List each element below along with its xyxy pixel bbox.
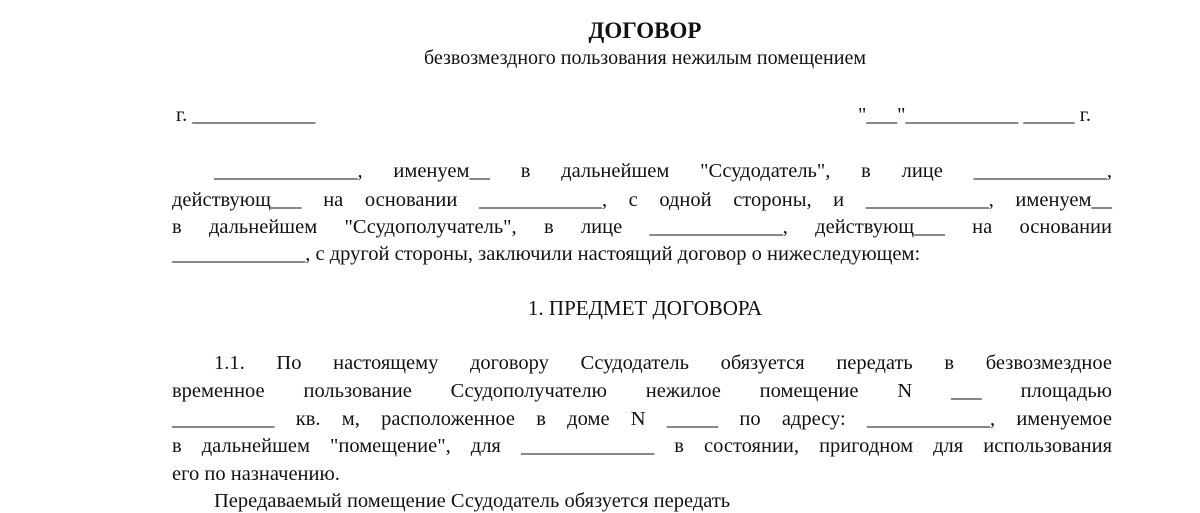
document-title: ДОГОВОР <box>588 18 702 43</box>
section-heading: 1. ПРЕДМЕТ ДОГОВОРА <box>527 296 763 320</box>
clause-line: в дальнейшем "помещение", для _____________ в состоянии, пригодном для использования <box>172 435 1112 457</box>
preamble-line: ______________, именуем__ в дальнейшем "Ссудодатель", в лице _____________, <box>214 160 1112 182</box>
date-field: "___"___________ _____ г. <box>858 104 1091 126</box>
cut-off-line: Передаваемый помещение Ссудодатель обязуется передать <box>214 490 731 512</box>
clause-line: его по назначению. <box>172 463 340 485</box>
preamble-line: _____________, с другой стороны, заключили настоящий договор о нижеследующем: <box>172 243 921 265</box>
preamble-line: в дальнейшем "Ссудополучатель", в лице _____________, действующ___ на основании <box>172 216 1112 238</box>
clause-line: __________ кв. м, расположенное в доме N _____ по адресу: ____________, именуемое <box>172 408 1112 430</box>
document-subtitle: безвозмездного пользования нежилым помещением <box>424 47 866 69</box>
preamble-line: действующ___ на основании ____________, с одной стороны, и ____________, именуем__ <box>172 189 1112 211</box>
place-field: г. ____________ <box>176 104 316 126</box>
clause-line: временное пользование Ссудополучателю нежилое помещение N ___ площадью <box>172 380 1112 402</box>
clause-line: 1.1. По настоящему договору Ссудодатель обязуется передать в безвозмездное <box>214 352 1112 374</box>
